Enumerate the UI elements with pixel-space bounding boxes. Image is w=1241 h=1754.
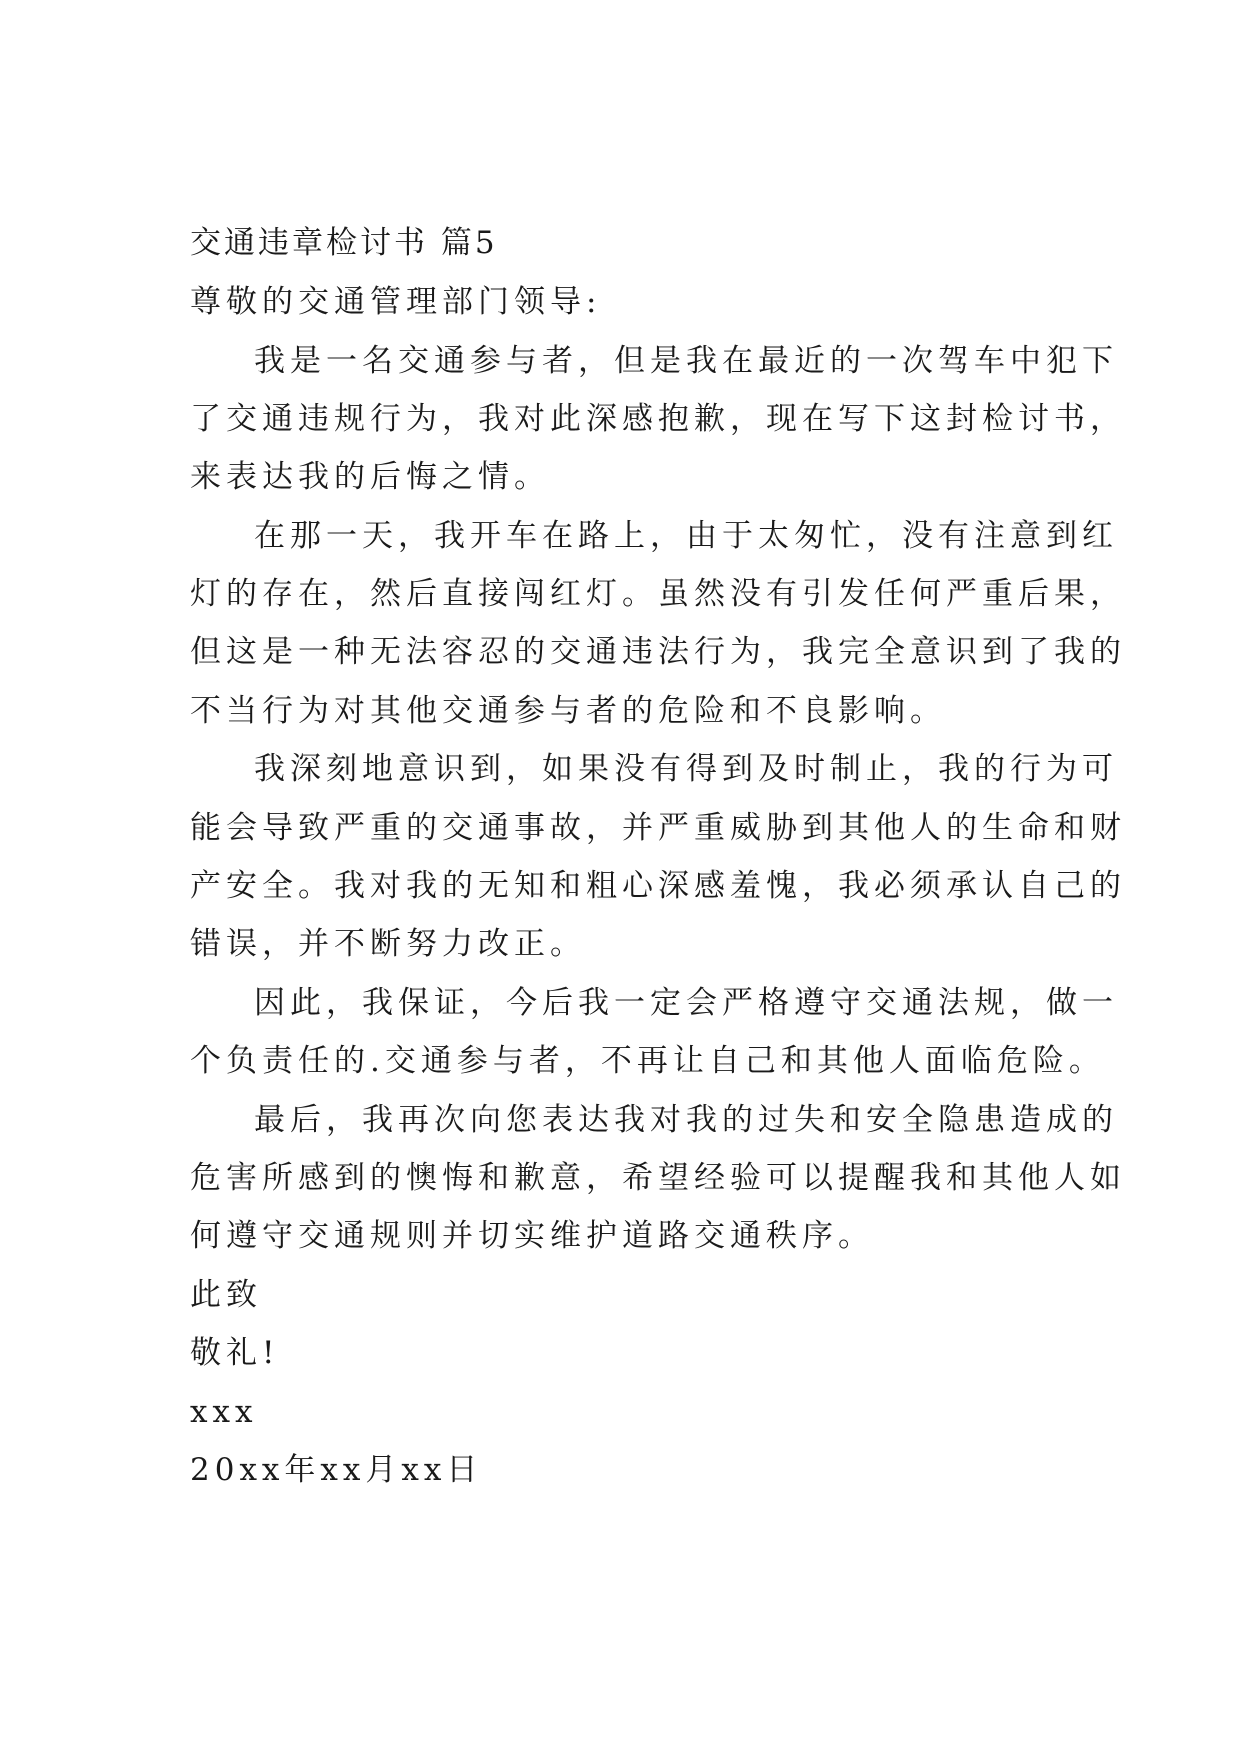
body-line: 了交通违规行为，我对此深感抱歉，现在写下这封检讨书， bbox=[190, 401, 1126, 437]
date: 20xx年xx月xx日 bbox=[190, 1452, 483, 1488]
body-line: 能会导致严重的交通事故，并严重威胁到其他人的生命和财 bbox=[190, 810, 1126, 846]
closing: 此致 bbox=[190, 1277, 262, 1313]
body-line: 灯的存在，然后直接闯红灯。虽然没有引发任何严重后果， bbox=[190, 576, 1126, 612]
body-line: 何遵守交通规则并切实维护道路交通秩序。 bbox=[190, 1218, 874, 1254]
body-line: 危害所感到的懊悔和歉意，希望经验可以提醒我和其他人如 bbox=[190, 1160, 1126, 1196]
body-line: 错误，并不断努力改正。 bbox=[190, 926, 586, 962]
salutation: 尊敬的交通管理部门领导: bbox=[190, 284, 602, 320]
body-line: 在那一天，我开车在路上，由于太匆忙，没有注意到红 bbox=[254, 518, 1118, 554]
body-line: 因此，我保证，今后我一定会严格遵守交通法规，做一 bbox=[254, 985, 1118, 1021]
body-line: 最后，我再次向您表达我对我的过失和安全隐患造成的 bbox=[254, 1102, 1118, 1138]
body-line: 我是一名交通参与者，但是我在最近的一次驾车中犯下 bbox=[254, 343, 1118, 379]
body-line: 产安全。我对我的无知和粗心深感羞愧，我必须承认自己的 bbox=[190, 868, 1126, 904]
regards: 敬礼! bbox=[190, 1335, 280, 1371]
document-title: 交通违章检讨书 篇5 bbox=[190, 225, 498, 261]
body-line: 个负责任的.交通参与者，不再让自己和其他人面临危险。 bbox=[190, 1043, 1105, 1079]
body-line: 不当行为对其他交通参与者的危险和不良影响。 bbox=[190, 693, 946, 729]
body-line: 来表达我的后悔之情。 bbox=[190, 459, 550, 495]
body-line: 但这是一种无法容忍的交通违法行为，我完全意识到了我的 bbox=[190, 634, 1126, 670]
signature: xxx bbox=[190, 1394, 258, 1430]
body-line: 我深刻地意识到，如果没有得到及时制止，我的行为可 bbox=[254, 751, 1118, 787]
